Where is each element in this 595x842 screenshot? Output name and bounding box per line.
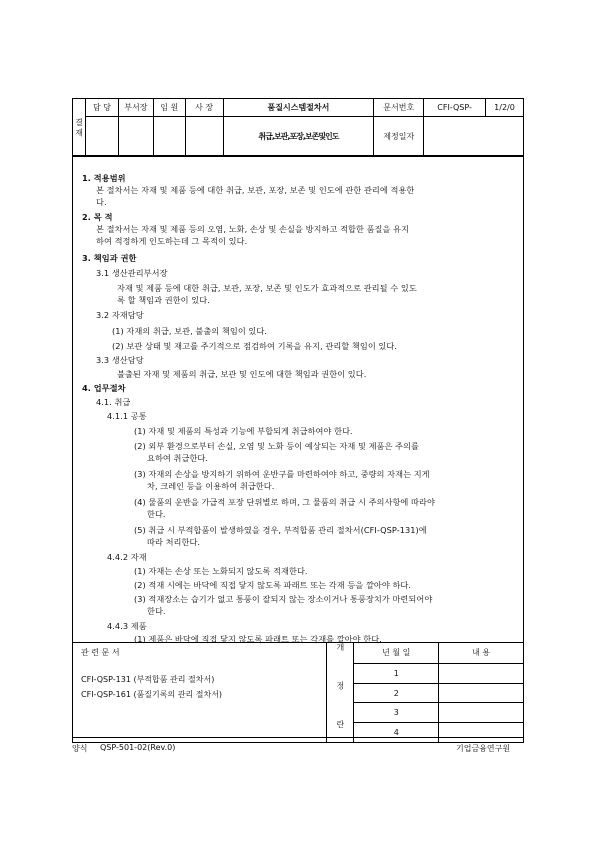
revision-row-number: 3 — [354, 703, 439, 723]
revision-row-content — [439, 703, 524, 723]
doc-no-value: CFI-QSP- — [424, 99, 486, 117]
role-dept-head: 부서장 — [118, 99, 153, 117]
body-line: 4.1. 취급 — [96, 397, 131, 407]
related-docs-label: 관 련 문 서 — [81, 648, 120, 657]
revision-label: 개 정 란 — [327, 643, 354, 743]
body-line: 4.4.3 제품 — [107, 621, 147, 631]
revision-header-date: 년 월 일 — [354, 643, 439, 664]
body-line: (5) 취급 시 부적합품이 발생하였을 경우, 부적합품 관리 절차서(CFI-QSP-131)에 — [134, 525, 427, 535]
related-doc-item: CFI-QSP-131 (부적합품 관리 절차서) — [81, 675, 215, 684]
sign-executive — [153, 117, 185, 156]
body-line: (1) 자재의 취급, 보관, 불출의 책임이 있다. — [112, 326, 268, 336]
body-line: (1) 자재는 손상 또는 노화되지 않도록 적재한다. — [134, 566, 308, 576]
body-line: (2) 보관 상태 및 재고를 주기적으로 점검하여 기록을 유지, 관리할 책임이 있다. — [112, 341, 398, 351]
role-staff: 담 당 — [85, 99, 118, 117]
body-line: 다. — [96, 197, 107, 207]
body-line: 하여 적정하게 인도하는데 그 목적이 있다. — [96, 236, 248, 246]
body-line: 자재 및 제품 등에 대한 취급, 보관, 포장, 보존 및 인도가 효과적으로 관리될 수 있도 — [117, 283, 417, 293]
revision-header-content: 내 용 — [439, 643, 524, 664]
section-4-heading: 4. 업무절차 — [82, 383, 126, 393]
body-line: 본 절차서는 자재 및 제품 등의 오염, 노화, 손상 및 손실을 방지하고 적합한 품질을 유지 — [96, 224, 410, 234]
institute-name: 기업금융연구원 — [456, 744, 511, 753]
approval-label: 결 재 — [73, 99, 86, 156]
body-line: (2) 외부 환경으로부터 손실, 오염 및 노화 등이 예상되는 자재 및 제품은 주의를 — [134, 441, 420, 451]
body-line: 3.3 생산담당 — [96, 355, 144, 365]
revision-row-number: 1 — [354, 663, 439, 683]
body-line: 3.1 생산관리부서장 — [96, 268, 168, 278]
header-table — [72, 98, 524, 156]
sign-dept-head — [118, 117, 153, 156]
revision-row-content — [439, 723, 524, 743]
body-line: 본 절차서는 자재 및 제품 등에 대한 취급, 보관, 포장, 보존 및 인도에 관한 관리에 적용한 — [96, 185, 415, 195]
related-doc-item: CFI-QSP-161 (품질기록의 관리 절차서) — [81, 690, 223, 699]
page-value: 1/2/0 — [486, 99, 524, 117]
document-body — [72, 156, 524, 644]
section-3-heading: 3. 책임과 권한 — [82, 253, 137, 263]
revision-date-label: 제정일자 — [374, 117, 424, 156]
system-title: 품질시스템절차서 — [223, 99, 374, 117]
revision-row-number: 4 — [354, 723, 439, 743]
section-2-heading: 2. 목 적 — [82, 212, 113, 222]
section-1-heading: 1. 적용범위 — [82, 173, 126, 183]
role-executive: 임 원 — [153, 99, 185, 117]
doc-no-label: 문서번호 — [374, 99, 424, 117]
revision-row-content — [439, 663, 524, 683]
footer-table — [72, 642, 524, 743]
body-line: (4) 물품의 운반을 가급적 포장 단위별로 하며, 그 물품의 취급 시 주의사항에 따라야 — [134, 497, 435, 507]
body-line: 록 할 책임과 권한이 있다. — [117, 295, 210, 305]
revision-row-content — [439, 683, 524, 703]
role-president: 사 장 — [185, 99, 223, 117]
body-line: 3.2 자재담당 — [96, 310, 144, 320]
related-docs-cell — [73, 643, 327, 743]
body-line: 한다. — [147, 606, 166, 616]
form-number: QSP-501-02(Rev.0) — [100, 743, 176, 752]
body-line: 차, 크레인 등을 이용하여 취급한다. — [147, 481, 275, 491]
body-line: 불출된 자재 및 제품의 취급, 보관 및 인도에 대한 책임과 권한이 있다. — [117, 369, 367, 379]
sign-staff — [85, 117, 118, 156]
body-line: 요하여 취급한다. — [147, 453, 209, 463]
body-line: (1) 자재 및 제품의 특성과 기능에 부합되게 취급하여야 한다. — [134, 426, 353, 436]
form-label: 양식 — [72, 744, 88, 753]
revision-row-number: 2 — [354, 683, 439, 703]
body-line: 4.4.2 자재 — [107, 552, 147, 562]
main-title: 취급,보관,포장,보존및인도 — [223, 117, 374, 156]
body-line: (3) 자재의 손상을 방지하기 위하여 운반구를 마련하여야 하고, 중량의 자재는 지게 — [134, 469, 430, 479]
body-line: (2) 적재 시에는 바닥에 직접 닿지 않도록 파래트 또는 각재 등을 깔아야 하다. — [134, 580, 412, 590]
revision-date-value — [424, 117, 524, 156]
sign-president — [185, 117, 223, 156]
body-line: 한다. — [147, 509, 166, 519]
body-line: (3) 적재장소는 습기가 없고 통풍이 잘되지 않는 장소이거나 통풍장치가 마련되어야 — [134, 594, 433, 604]
body-line: (1) 제품은 바닥에 직접 닿지 않도록 파래트 또는 각재를 깔아야 한다. — [134, 634, 382, 644]
body-line: 4.1.1 공통 — [107, 411, 147, 421]
body-line: 따라 처리한다. — [147, 537, 201, 547]
